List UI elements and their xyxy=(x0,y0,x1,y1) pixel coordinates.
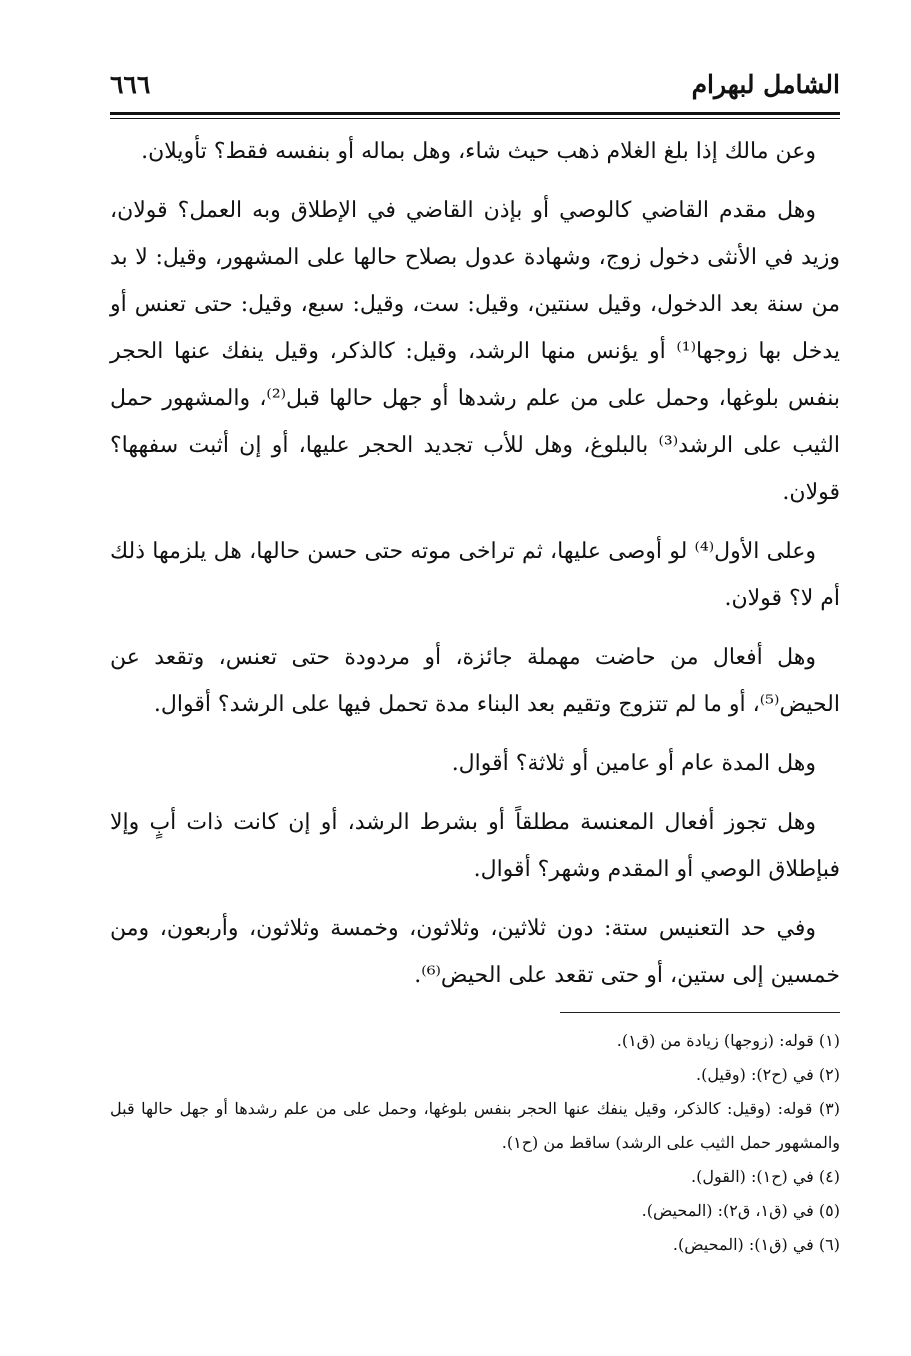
footnote: (٥) في (ق١، ق٢): (المحيض). xyxy=(641,1201,840,1220)
header-rule-thick xyxy=(110,112,840,115)
page-number: ٦٦٦ xyxy=(110,70,151,99)
book-title: الشامل لبهرام xyxy=(691,70,840,99)
paragraph: وهل مقدم القاضي كالوصي أو بإذن القاضي في الإطلاق وبه العمل؟ قولان، وزيد في الأنثى دخول زوج، وشهادة عدول بصلاح حالها على المشهور، وقيل: لا بد من سنة بعد الدخول، وقيل سنتين، وقيل: ست، وقيل: سبع، وقيل: حتى تعنس أو يدخل بها زوجها⁽¹⁾ أو يؤنس منها الرشد، وقيل: كالذكر، وقيل ينفك عنها الحجر بنفس بلوغها، وحمل على من علم رشدها أو جهل حالها قبل⁽²⁾، والمشهور حمل الثيب على الرشد⁽³⁾ بالبلوغ، وهل للأب تجديد الحجر عليها، أو إن أثبت سفهها؟ قولان. xyxy=(110,198,840,505)
paragraph: وعن مالك إذا بلغ الغلام ذهب حيث شاء، وهل بماله أو بنفسه فقط؟ تأويلان. xyxy=(141,139,816,164)
paragraph: وهل تجوز أفعال المعنسة مطلقاً أو بشرط الرشد، أو إن كانت ذات أبٍ وإلا فبإطلاق الوصي أو المقدم وشهر؟ أقوال. xyxy=(110,810,840,882)
footnote: (١) قوله: (زوجها) زيادة من (ق١). xyxy=(616,1031,840,1050)
main-text xyxy=(110,128,840,1011)
footnote: (٤) في (ح١): (القول). xyxy=(691,1167,840,1186)
footnotes xyxy=(110,1024,840,1262)
footnote: (٢) في (ح٢): (وقيل). xyxy=(695,1065,840,1084)
footnote: (٦) في (ق١): (المحيض). xyxy=(672,1235,840,1254)
paragraph: وعلى الأول⁽⁴⁾ لو أوصى عليها، ثم تراخى موته حتى حسن حالها، هل يلزمها ذلك أم لا؟ قولان. xyxy=(110,539,840,611)
footnote: (٣) قوله: (وقيل: كالذكر، وقيل ينفك عنها الحجر بنفس بلوغها، وحمل على من علم رشدها أو جهل حالها قبل والمشهور حمل الثيب على الرشد) ساقط من (ح١). xyxy=(110,1099,840,1152)
header-rule-thin xyxy=(110,118,840,119)
paragraph: وهل المدة عام أو عامين أو ثلاثة؟ أقوال. xyxy=(451,751,816,776)
paragraph: وفي حد التعنيس ستة: دون ثلاثين، وثلاثون، وخمسة وثلاثون، وأربعون، ومن خمسين إلى ستين، أو حتى تقعد على الحيض⁽⁶⁾. xyxy=(110,916,840,988)
footnote-divider xyxy=(560,1012,840,1013)
paragraph: وهل أفعال من حاضت مهملة جائزة، أو مردودة حتى تعنس، وتقعد عن الحيض⁽⁵⁾، أو ما لم تتزوج وتقيم بعد البناء مدة تحمل فيها على الرشد؟ أقوال. xyxy=(110,645,840,717)
running-header xyxy=(110,66,840,110)
